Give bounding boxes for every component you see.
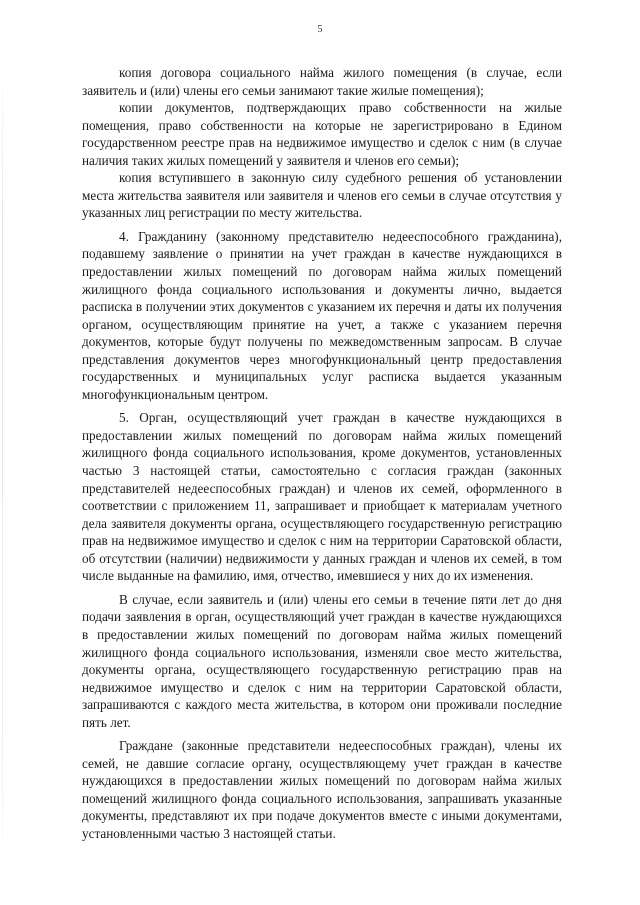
paragraph-citizens-no-consent: Граждане (законные представители недееспособных граждан), члены их семей, не давшие согласие органу, осуществляющему учет граждан в качестве нуждающихся в предоставлении жилых помещений по договорам найма жилых помещений жилищного фонда социального использования, запрашивать указанные документы, представляют их при подаче документов вместе с иными документами, установленными частью 3 настоящей статьи.: [82, 738, 562, 841]
paragraph-lease-copy: копия договора социального найма жилого помещения (в случае, если заявитель и (или) члены его семьи занимают такие жилые помещения);: [82, 65, 562, 98]
paragraph-residence-change: В случае, если заявитель и (или) члены его семьи в течение пяти лет до дня подачи заявления в орган, осуществляющий учет граждан в качестве нуждающихся в предоставлении жилых помещений по договорам найма жилых помещений жилищного фонда социального использования, изменяли свое место жительства, документы органа, осуществляющего государственную регистрацию прав на недвижимое имущество и сделок с ним на территории Саратовской области, запрашиваются с каждого места жительства, в котором они проживали последние пять лет.: [82, 591, 562, 730]
page-number: 5: [317, 24, 323, 35]
paragraph-court-decision: копия вступившего в законную силу судебного решения об установлении места жительства заявителя или заявителя и членов его семьи в случае отсутствия у указанных лиц регистрации по месту жительства.: [82, 170, 562, 221]
scan-edge-shadow: [2, 60, 3, 880]
document-body: [82, 64, 562, 843]
paragraph-item-5: 5. Орган, осуществляющий учет граждан в качестве нуждающихся в предоставлении жилых помещений по договорам найма жилых помещений жилищного фонда социального использования, кроме документов, установленных частью 3 настоящей статьи, самостоятельно с согласия граждан (законных представителей недееспособных граждан) и членов их семей, оформленного в соответствии с приложением 11, запрашивает и приобщает к материалам учетного дела заявителя документы органа, осуществляющего государственную регистрацию прав на недвижимое имущество и сделок с ним на территории Саратовской области, об отсутствии (наличии) недвижимости у данных граждан и членов их семей, в том числе выданные на фамилию, имя, отчество, имевшиеся у них до их изменения.: [82, 410, 562, 584]
paragraph-ownership-documents: копии документов, подтверждающих право собственности на жилые помещения, право собственности на которые не зарегистрировано в Едином государственном реестре прав на недвижимое имущество и сделок с ним (в случае наличия таких жилых помещений у заявителя и членов его семьи);: [82, 100, 562, 168]
paragraph-item-4: 4. Гражданину (законному представителю недееспособного гражданина), подавшему заявление о принятии на учет граждан в качестве нуждающихся в предоставлении жилых помещений по договорам найма жилых помещений жилищного фонда социального использования и документы лично, выдается расписка в получении этих документов с указанием их перечня и даты их получения органом, осуществляющим принятие на учет, а также с указанием перечня документов, которые будут получены по межведомственным запросам. В случае представления документов через многофункциональный центр предоставления государственных и муниципальных услуг расписка выдается указанным многофункциональным центром.: [82, 228, 562, 402]
